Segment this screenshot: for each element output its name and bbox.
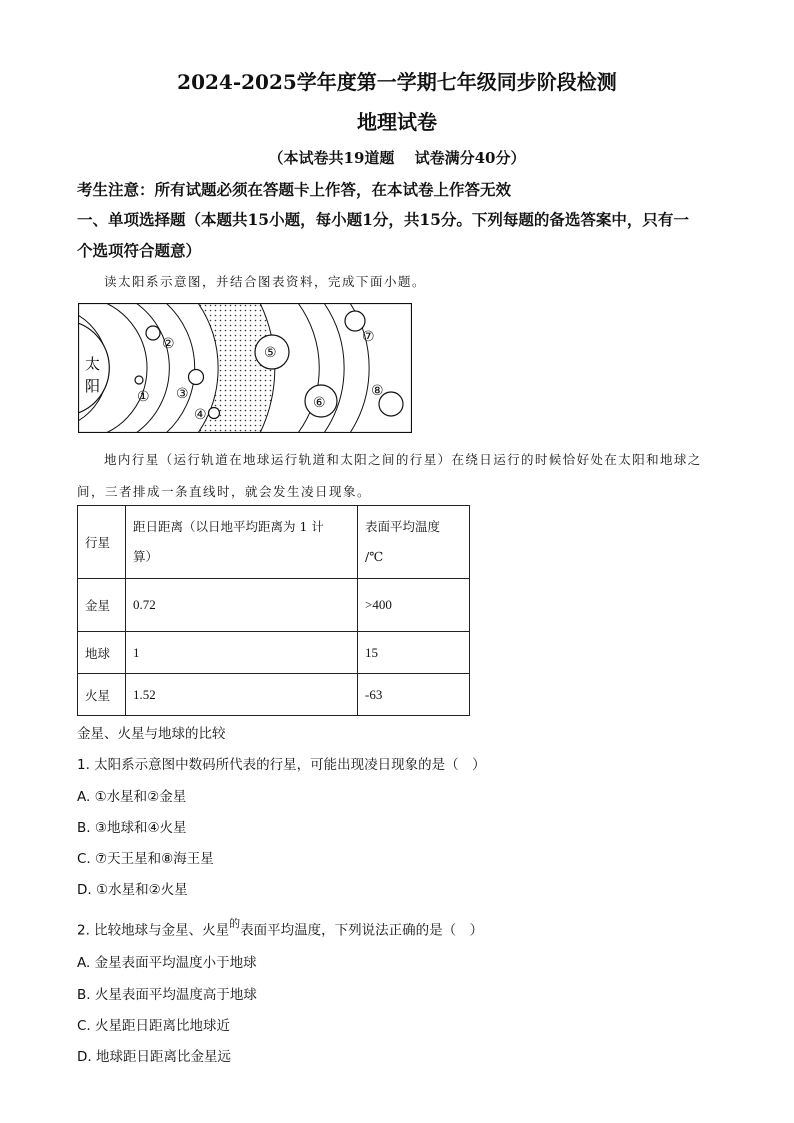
sun-label-1: 太 (85, 355, 101, 373)
orbit-3 (166, 303, 195, 433)
question-2-option-b[interactable]: B. 火星表面平均温度高于地球 (77, 987, 257, 1003)
section-heading-line2: 个选项符合题意） (77, 241, 202, 260)
planet-1 (135, 376, 143, 384)
header-temp (358, 506, 470, 579)
label-4: ④ (194, 407, 207, 423)
exam-title: 2024-2025学年度第一学期七年级同步阶段检测 (177, 70, 617, 94)
header-temp-line1: 表面平均温度 (365, 519, 441, 534)
label-1: ① (137, 389, 150, 405)
cell-planet: 金星 (78, 579, 126, 632)
question-2-stem (77, 917, 483, 939)
table-header-row (78, 506, 470, 579)
solar-system-diagram (78, 303, 412, 433)
table-row (78, 579, 470, 632)
cell-distance: 0.72 (126, 579, 358, 632)
question-2-option-d[interactable]: D. 地球距日距离比金星远 (77, 1049, 231, 1065)
question-2-option-a[interactable]: A. 金星表面平均温度小于地球 (77, 955, 257, 971)
orbit-2 (136, 303, 169, 433)
cell-temp: 15 (358, 632, 470, 674)
table-row (78, 632, 470, 674)
question-2-stem-part2: 表面平均温度，下列说法正确的是（ ） (240, 922, 484, 939)
cell-distance: 1.52 (126, 674, 358, 716)
label-2: ② (162, 336, 175, 352)
question-1-option-b[interactable]: B. ③地球和④火星 (77, 820, 187, 836)
cell-temp: -63 (358, 674, 470, 716)
header-planet: 行星 (78, 506, 126, 579)
header-distance-line1: 距日距离（以日地平均距离为 1 计 (133, 519, 324, 534)
passage-line1: 地内行星（运行轨道在地球运行轨道和太阳之间的行星）在绕日运行的时候恰好处在太阳和地球之 (104, 452, 702, 467)
question-2-option-c[interactable]: C. 火星距日距离比地球近 (77, 1018, 231, 1034)
planet-comparison-table (77, 505, 470, 716)
planet-7 (345, 311, 365, 331)
label-6: ⑥ (313, 395, 326, 411)
cell-planet: 火星 (78, 674, 126, 716)
label-3: ③ (176, 386, 189, 402)
question-1-option-d[interactable]: D. ①水星和②火星 (77, 882, 188, 898)
section-heading-line1: 一、单项选择题（本题共15小题，每小题1分，共15分。下列每题的备选答案中，只有一 (77, 210, 689, 229)
table-caption: 金星、火星与地球的比较 (77, 726, 226, 742)
question-2-stem-de: 的 (229, 917, 241, 930)
table-row (78, 674, 470, 716)
label-7: ⑦ (362, 329, 375, 345)
orbit-1 (106, 303, 147, 433)
passage-line2: 间，三者排成一条直线时，就会发生凌日现象。 (77, 484, 372, 499)
sun-label-2: 阳 (85, 377, 101, 395)
label-5: ⑤ (264, 345, 277, 361)
cell-planet: 地球 (78, 632, 126, 674)
header-distance-line2: 算） (133, 549, 159, 564)
subject-title: 地理试卷 (357, 110, 437, 134)
question-1-option-a[interactable]: A. ①水星和②金星 (77, 789, 187, 805)
planet-3 (189, 370, 204, 385)
cell-distance: 1 (126, 632, 358, 674)
label-8: ⑧ (371, 383, 384, 399)
header-temp-line2: /℃ (365, 549, 384, 564)
question-1-option-c[interactable]: C. ⑦天王星和⑧海王星 (77, 851, 214, 867)
question-1-stem: 1. 太阳系示意图中数码所代表的行星，可能出现凌日现象的是（ ） (77, 757, 486, 773)
cell-temp: >400 (358, 579, 470, 632)
planet-4 (209, 408, 220, 419)
question-2-stem-part1: 2. 比较地球与金星、火星 (77, 922, 230, 939)
planet-2 (146, 326, 160, 340)
exam-note: （本试卷共19道题 试卷满分40分） (268, 149, 526, 167)
candidate-notice: 考生注意：所有试题必须在答题卡上作答，在本试卷上作答无效 (77, 180, 512, 199)
reading-instruction: 读太阳系示意图，并结合图表资料，完成下面小题。 (104, 274, 427, 289)
header-distance (126, 506, 358, 579)
